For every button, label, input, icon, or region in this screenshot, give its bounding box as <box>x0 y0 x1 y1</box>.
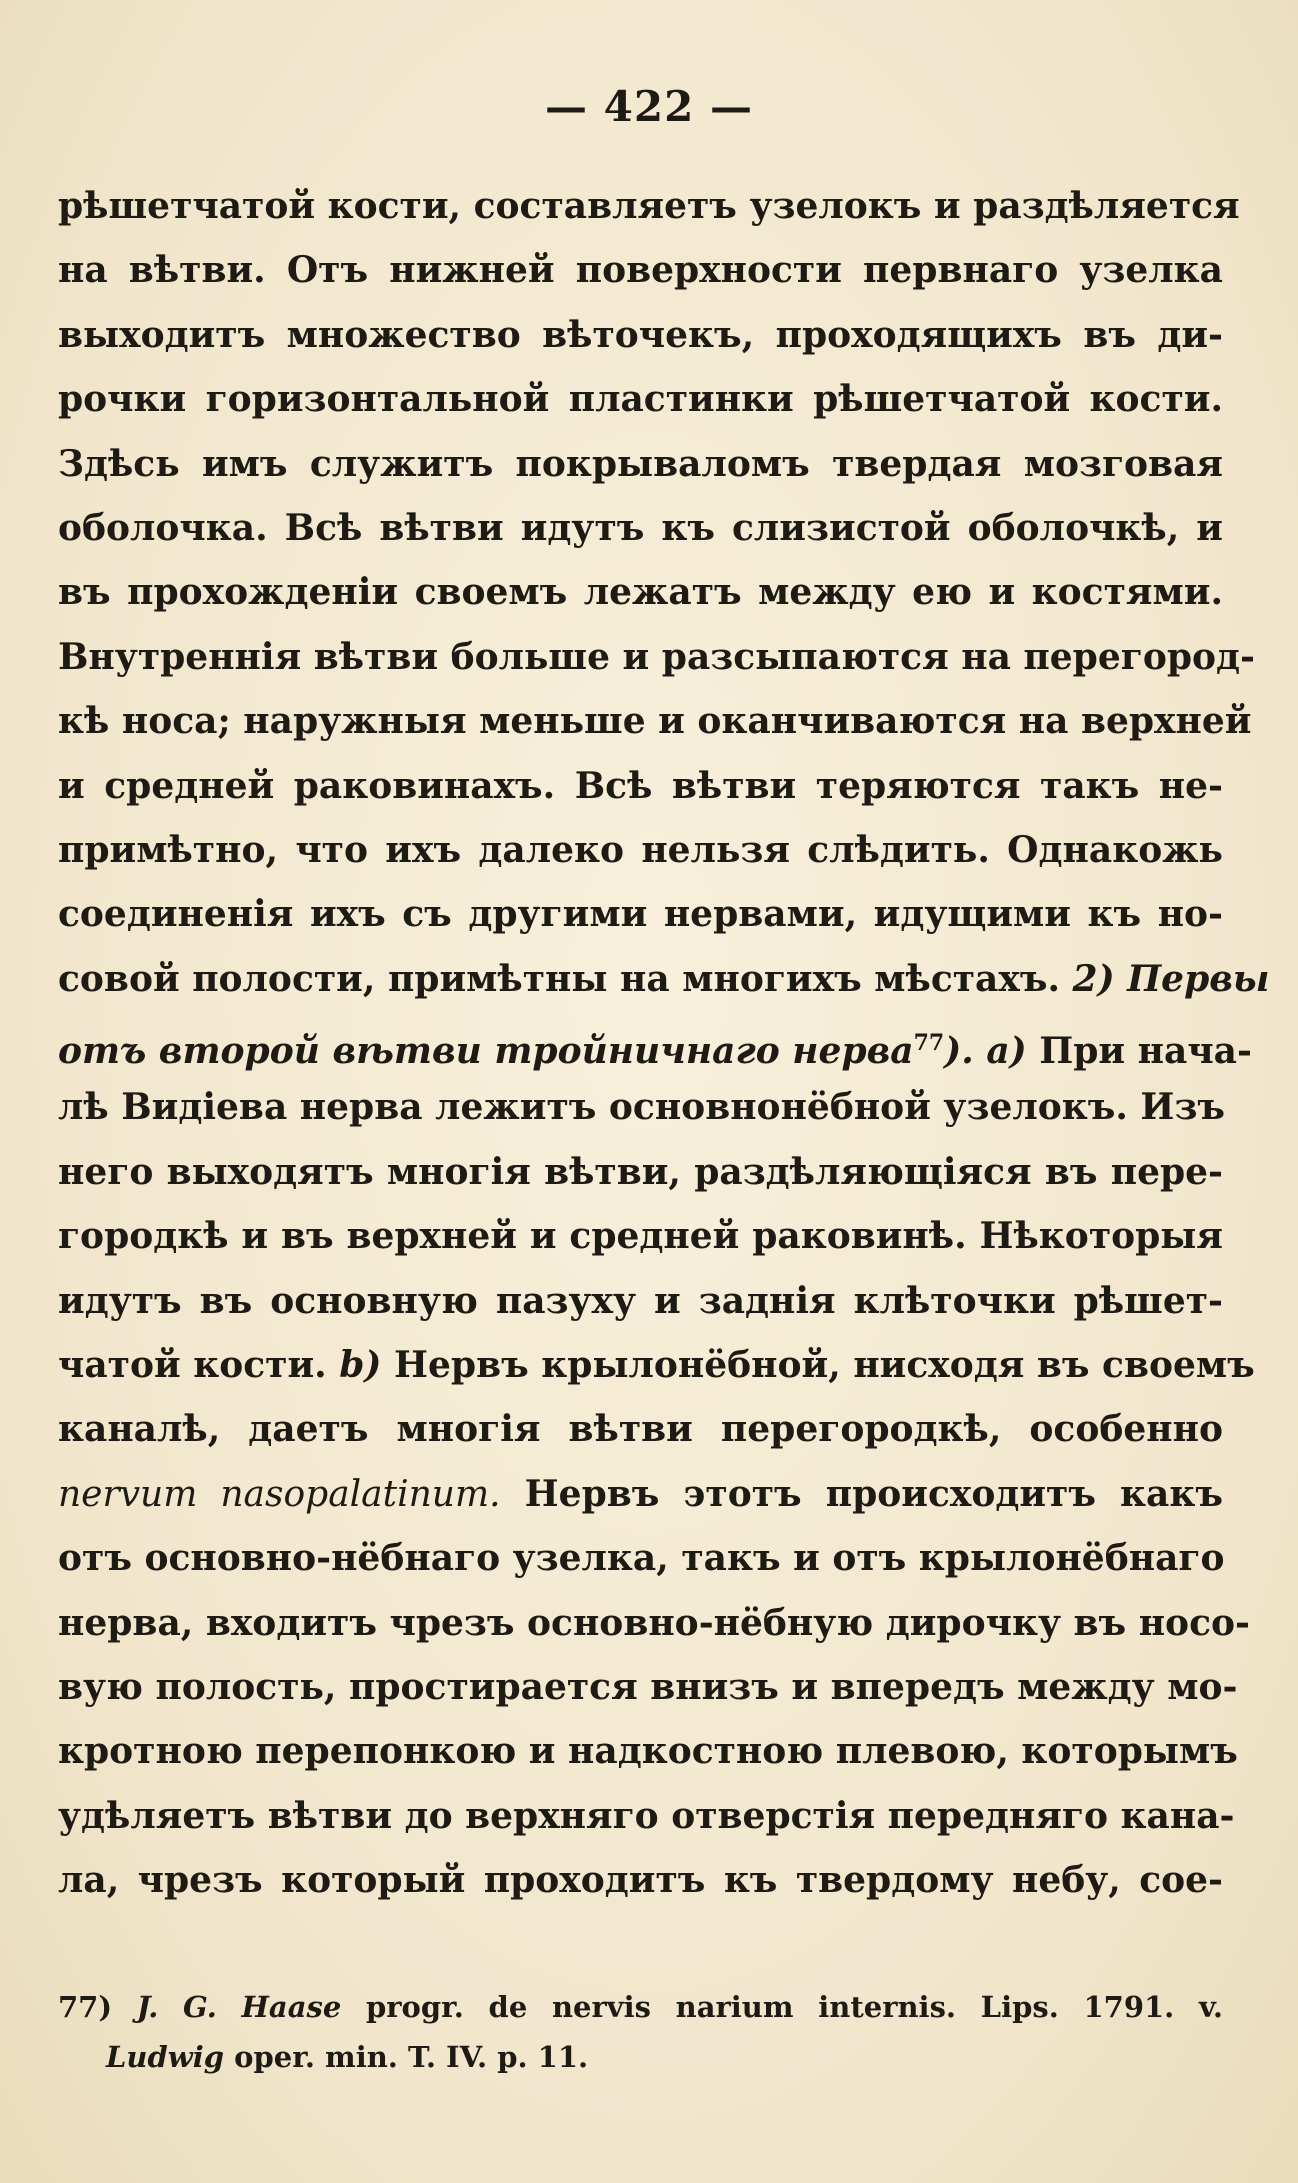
text-line: соединенія ихъ съ другими нервами, идущими къ но- <box>58 893 1223 936</box>
text-line: кротною перепонкою и надкостною плевою, которымъ <box>58 1730 1238 1773</box>
text-line: въ прохожденіи своемъ лежатъ между ею и костями. <box>58 571 1223 614</box>
text-span: Нервъ этотъ происходитъ какъ <box>524 1472 1223 1515</box>
footnote-author: Ludwig <box>106 2040 225 2074</box>
italic-span: nervum nasopalatinum. <box>58 1473 501 1515</box>
footnote-number: 77) <box>58 1990 113 2024</box>
footnote-author: J. G. Haase <box>136 1990 342 2024</box>
italic-span: b) <box>339 1344 382 1387</box>
footnote-line <box>58 2032 1223 2082</box>
text-line: идутъ въ основную пазуху и заднія клѣточки рѣшет- <box>58 1279 1223 1322</box>
text-line: него выходятъ многія вѣтви, раздѣляющіяся въ пере- <box>58 1150 1223 1193</box>
text-line: Здѣсь имъ служитъ покрываломъ твердая мозговая <box>58 442 1223 485</box>
text-span: чатой кости. <box>58 1344 327 1387</box>
text-line: вую полость, простирается внизъ и впередъ между мо- <box>58 1665 1238 1708</box>
text-line: примѣтно, что ихъ далеко нельзя слѣдить. Однакожь <box>58 828 1223 871</box>
italic-span: 2) Первы <box>1072 957 1270 1000</box>
text-span: Нервъ крылонёбной, нисходя въ своемъ <box>394 1344 1255 1387</box>
text-line: удѣляетъ вѣтви до верхняго отверстія передняго кана- <box>58 1794 1235 1837</box>
text-line <box>58 1462 1223 1526</box>
footnote-ref: 77 <box>913 1030 945 1057</box>
text-line: Внутреннія вѣтви больше и разсыпаются на перегород- <box>58 635 1255 678</box>
text-line <box>58 947 1270 1011</box>
footnote-text: oper. min. T. IV. p. 11. <box>234 2040 589 2074</box>
text-line: рочки горизонтальной пластинки рѣшетчатой кости. <box>58 378 1223 421</box>
text-line: кѣ носа; наружныя меньше и оканчиваются на верхней <box>58 700 1252 743</box>
page-number: — 422 — <box>545 82 753 131</box>
text-line: выходитъ множество вѣточекъ, проходящихъ въ ди- <box>58 313 1223 356</box>
footnote-line <box>58 1982 1223 2032</box>
text-line: лѣ Видіева нерва лежитъ основнонёбной узелокъ. Изъ <box>58 1086 1226 1129</box>
body-text <box>58 174 1270 1913</box>
text-line: оболочка. Всѣ вѣтви идутъ къ слизистой оболочкѣ, и <box>58 506 1223 549</box>
text-line: каналѣ, даетъ многія вѣтви перегородкѣ, особенно <box>58 1408 1223 1451</box>
italic-span: ). a) <box>944 1030 1027 1073</box>
text-line: рѣшетчатой кости, составляетъ узелокъ и раздѣляется <box>58 185 1240 227</box>
footnote <box>58 1982 1223 2082</box>
text-line: ла, чрезъ который проходитъ къ твердому небу, сое- <box>58 1859 1223 1902</box>
text-line: отъ основно-нёбнаго узелка, такъ и отъ крылонёбнаго <box>58 1537 1225 1580</box>
text-line: и средней раковинахъ. Всѣ вѣтви теряются такъ не- <box>58 764 1223 807</box>
text-line: нерва, входитъ чрезъ основно-нёбную дирочку въ носо- <box>58 1601 1250 1644</box>
text-line: городкѣ и въ верхней и средней раковинѣ. Нѣкоторыя <box>58 1215 1223 1258</box>
footnote-text: progr. de nervis narium internis. Lips. 1791. v. <box>365 1990 1223 2024</box>
text-span: При нача- <box>1039 1030 1252 1073</box>
text-line <box>58 1011 1252 1075</box>
text-line <box>58 1333 1255 1397</box>
text-span: совой полости, примѣтны на многихъ мѣстахъ. <box>58 957 1060 1000</box>
italic-span: отъ второй вѣтви тройничнаго нерва <box>58 1030 914 1073</box>
text-line: на вѣтви. Отъ нижней поверхности первнаго узелка <box>58 249 1223 292</box>
